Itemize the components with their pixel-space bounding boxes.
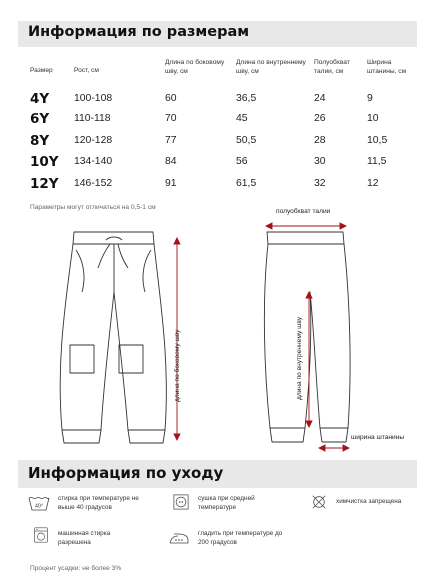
care-item-tumble-dry: сушка при средней температуре xyxy=(198,495,255,511)
machine-wash-icon xyxy=(30,527,52,543)
waist-cell: 24 xyxy=(314,93,326,104)
height-cell: 146-152 xyxy=(74,178,113,189)
width-cell: 11,5 xyxy=(367,156,387,167)
header-side-length: Длина по боковому шву, см xyxy=(165,59,225,75)
width-cell: 9 xyxy=(367,93,373,104)
header-waist: Полуобхват талии, см xyxy=(314,59,350,75)
height-cell: 134-140 xyxy=(74,156,113,167)
header-height: Рост, см xyxy=(74,67,99,74)
shrinkage-note: Процент усадки: не более 3% xyxy=(30,565,122,572)
width-cell: 10 xyxy=(367,113,379,124)
inseam-cell: 36,5 xyxy=(236,93,257,104)
height-cell: 120-128 xyxy=(74,135,113,146)
height-cell: 100-108 xyxy=(74,93,113,104)
waist-cell: 28 xyxy=(314,135,326,146)
inseam-cell: 45 xyxy=(236,113,248,124)
size-cell: 8Y xyxy=(30,133,50,149)
side-cell: 70 xyxy=(165,113,177,124)
care-info-title: Информация по уходу xyxy=(28,464,224,482)
side-cell: 60 xyxy=(165,93,177,104)
leg-width-label: ширина штанины xyxy=(351,434,405,441)
care-item-no-dry-clean: химчистка запрещена xyxy=(336,498,402,505)
iron-200-icon xyxy=(168,530,190,546)
size-info-title: Информация по размерам xyxy=(28,24,250,40)
inseam-length-label: длина по внутреннему шву xyxy=(296,316,303,400)
care-item-wash-40: стирка при температуре не выше 40 градусов xyxy=(58,495,139,511)
care-info-header xyxy=(18,460,417,488)
width-cell: 10,5 xyxy=(367,135,388,146)
wash-40-icon xyxy=(28,495,50,511)
width-cell: 12 xyxy=(367,178,379,189)
no-dry-clean-icon xyxy=(308,494,330,510)
height-cell: 110-118 xyxy=(74,113,111,124)
size-cell: 4Y xyxy=(30,91,50,107)
header-leg-width: Ширина штанины, см xyxy=(367,59,407,75)
tumble-dry-medium-icon xyxy=(170,494,192,510)
side-length-label: длина по боковому шву xyxy=(174,329,181,402)
inseam-cell: 50,5 xyxy=(236,135,257,146)
wash-temp-badge: 40° xyxy=(34,503,44,510)
waist-cell: 26 xyxy=(314,113,326,124)
waist-cell: 32 xyxy=(314,178,326,189)
side-cell: 77 xyxy=(165,135,177,146)
header-size: Размер xyxy=(30,67,53,74)
care-item-iron-200: гладить при температуре до 200 градусов xyxy=(198,530,283,546)
waist-cell: 30 xyxy=(314,156,326,167)
side-cell: 84 xyxy=(165,156,177,167)
care-item-machine-wash: машинная стирка разрешена xyxy=(58,530,111,546)
header-inseam-length: Длина по внутреннему шву, см xyxy=(236,59,306,75)
size-cell: 12Y xyxy=(30,176,59,192)
inseam-cell: 61,5 xyxy=(236,178,257,189)
tolerance-note: Параметры могут отличаться на 0,5-1 см xyxy=(30,204,156,211)
size-cell: 6Y xyxy=(30,111,50,127)
side-cell: 91 xyxy=(165,178,177,189)
waist-half-label: полуобхват талии xyxy=(276,208,331,215)
size-cell: 10Y xyxy=(30,154,59,170)
inseam-cell: 56 xyxy=(236,156,248,167)
